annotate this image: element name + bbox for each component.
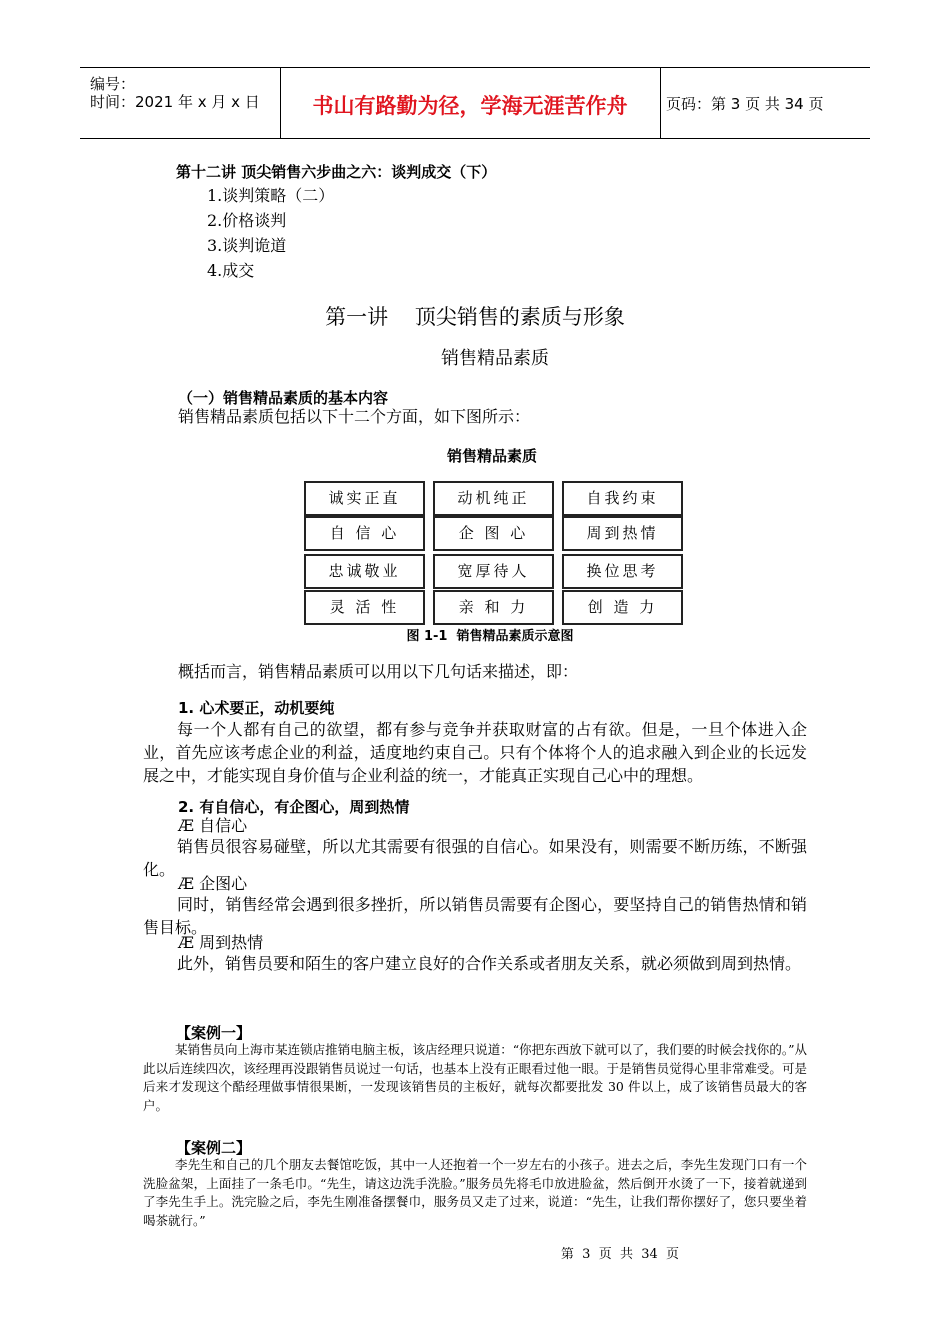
lecture12-title: 第十二讲 顶尖销售六步曲之六：谈判成交（下） — [176, 163, 497, 181]
lecture12-item: 1.谈判策略（二） — [207, 186, 335, 205]
quality-box: 动机纯正 — [433, 481, 554, 516]
quality-box: 创 造 力 — [562, 590, 683, 625]
quality-box: 企 图 心 — [433, 516, 554, 551]
header-middle-cell — [280, 68, 661, 138]
quality-box: 灵 活 性 — [304, 590, 425, 625]
quality-box: 自 信 心 — [304, 516, 425, 551]
time-label: 时间：2021 年 x 月 x 日 — [90, 93, 260, 111]
point1-body: 每一个人都有自己的欲望，都有参与竞争并获取财富的占有欲。但是，一旦个体进入企业，首先应该考虑企业的利益，适度地约束自己。只有个体将个人的追求融入到企业的长远发展之中，才能实现自身价值与企业利益的统一，才能真正实现自己心中的理想。 — [143, 720, 807, 785]
page-footer: 第 3 页 共 34 页 — [560, 1247, 680, 1262]
lecture12-item: 4.成交 — [207, 261, 255, 280]
section1-intro: 销售精品素质包括以下十二个方面，如下图所示： — [178, 407, 531, 426]
page-header — [80, 67, 870, 139]
section1-heading: （一）销售精品素质的基本内容 — [178, 389, 389, 407]
point2-heading: 2. 有自信心，有企图心，周到热情 — [178, 798, 410, 816]
lecture12-item: 3.谈判诡道 — [207, 236, 287, 255]
serial-label: 编号： — [90, 75, 136, 93]
point1-heading: 1. 心术要正，动机要纯 — [178, 699, 335, 717]
case1-heading: 【案例一】 — [176, 1024, 252, 1042]
lecture12-item: 2.价格谈判 — [207, 211, 287, 230]
quality-box: 亲 和 力 — [433, 590, 554, 625]
case2-body: 李先生和自己的几个朋友去餐馆吃饭，其中一人还抱着一个一岁左右的小孩子。进去之后，李先生发现门口有一个洗脸盆架，上面挂了一条毛巾。“先生，请这边洗手洗脸。”服务员先将毛巾放进脸盆，然后倒开水烫了一下，接着就递到了李先生手上。洗完脸之后，李先生刚准备摆餐巾，服务员又走了过来，说道：“先生，让我们帮你摆好了，您只要坐着喝茶就行。” — [143, 1157, 807, 1228]
point2-body3: 此外，销售员要和陌生的客户建立良好的合作关系或者朋友关系，就必须做到周到热情。 — [177, 954, 802, 973]
point2-body2: 同时，销售经常会遇到很多挫折，所以销售员需要有企图心，要坚持自己的销售热情和销售目标。 — [143, 895, 807, 937]
header-page-info: 页码：第 3 页 共 34 页 — [666, 95, 824, 113]
quality-box: 忠诚敬业 — [304, 554, 425, 589]
bullet-ambition: Æ 企图心 — [178, 874, 248, 893]
point2-body1: 销售员很容易碰壁，所以尤其需要有很强的自信心。如果没有，则需要不断历练，不断强化。 — [143, 837, 807, 879]
header-motto: 书山有路勤为径，学海无涯苦作舟 — [312, 94, 628, 118]
header-left-cell — [80, 68, 281, 138]
lecture1-subtitle: 销售精品素质 — [441, 348, 549, 369]
case2-heading: 【案例二】 — [176, 1139, 252, 1157]
case1-body: 某销售员向上海市某连锁店推销电脑主板，该店经理只说道：“你把东西放下就可以了，我们要的时候会找你的。”从此以后连续四次，该经理再没跟销售员说过一句话，也基本上没有正眼看过他一眼。于是销售员觉得心里非常难受。可是后来才发现这个酷经理做事情很果断，一发现该销售员的主板好，就每次都要批发 30 件以上，成了该销售员最大的客户。 — [143, 1042, 807, 1113]
figure-caption: 图 1-1 销售精品素质示意图 — [406, 629, 574, 644]
lecture1-title: 第一讲 顶尖销售的素质与形象 — [325, 305, 625, 329]
bullet-warmth: Æ 周到热情 — [178, 933, 264, 952]
quality-box: 换位思考 — [562, 554, 683, 589]
bullet-confidence: Æ 自信心 — [178, 816, 248, 835]
quality-box: 自我约束 — [562, 481, 683, 516]
quality-box: 周到热情 — [562, 516, 683, 551]
figure-title: 销售精品素质 — [446, 447, 537, 465]
quality-box: 宽厚待人 — [433, 554, 554, 589]
summary-text: 概括而言，销售精品素质可以用以下几句话来描述，即： — [178, 662, 579, 681]
quality-box: 诚实正直 — [304, 481, 425, 516]
